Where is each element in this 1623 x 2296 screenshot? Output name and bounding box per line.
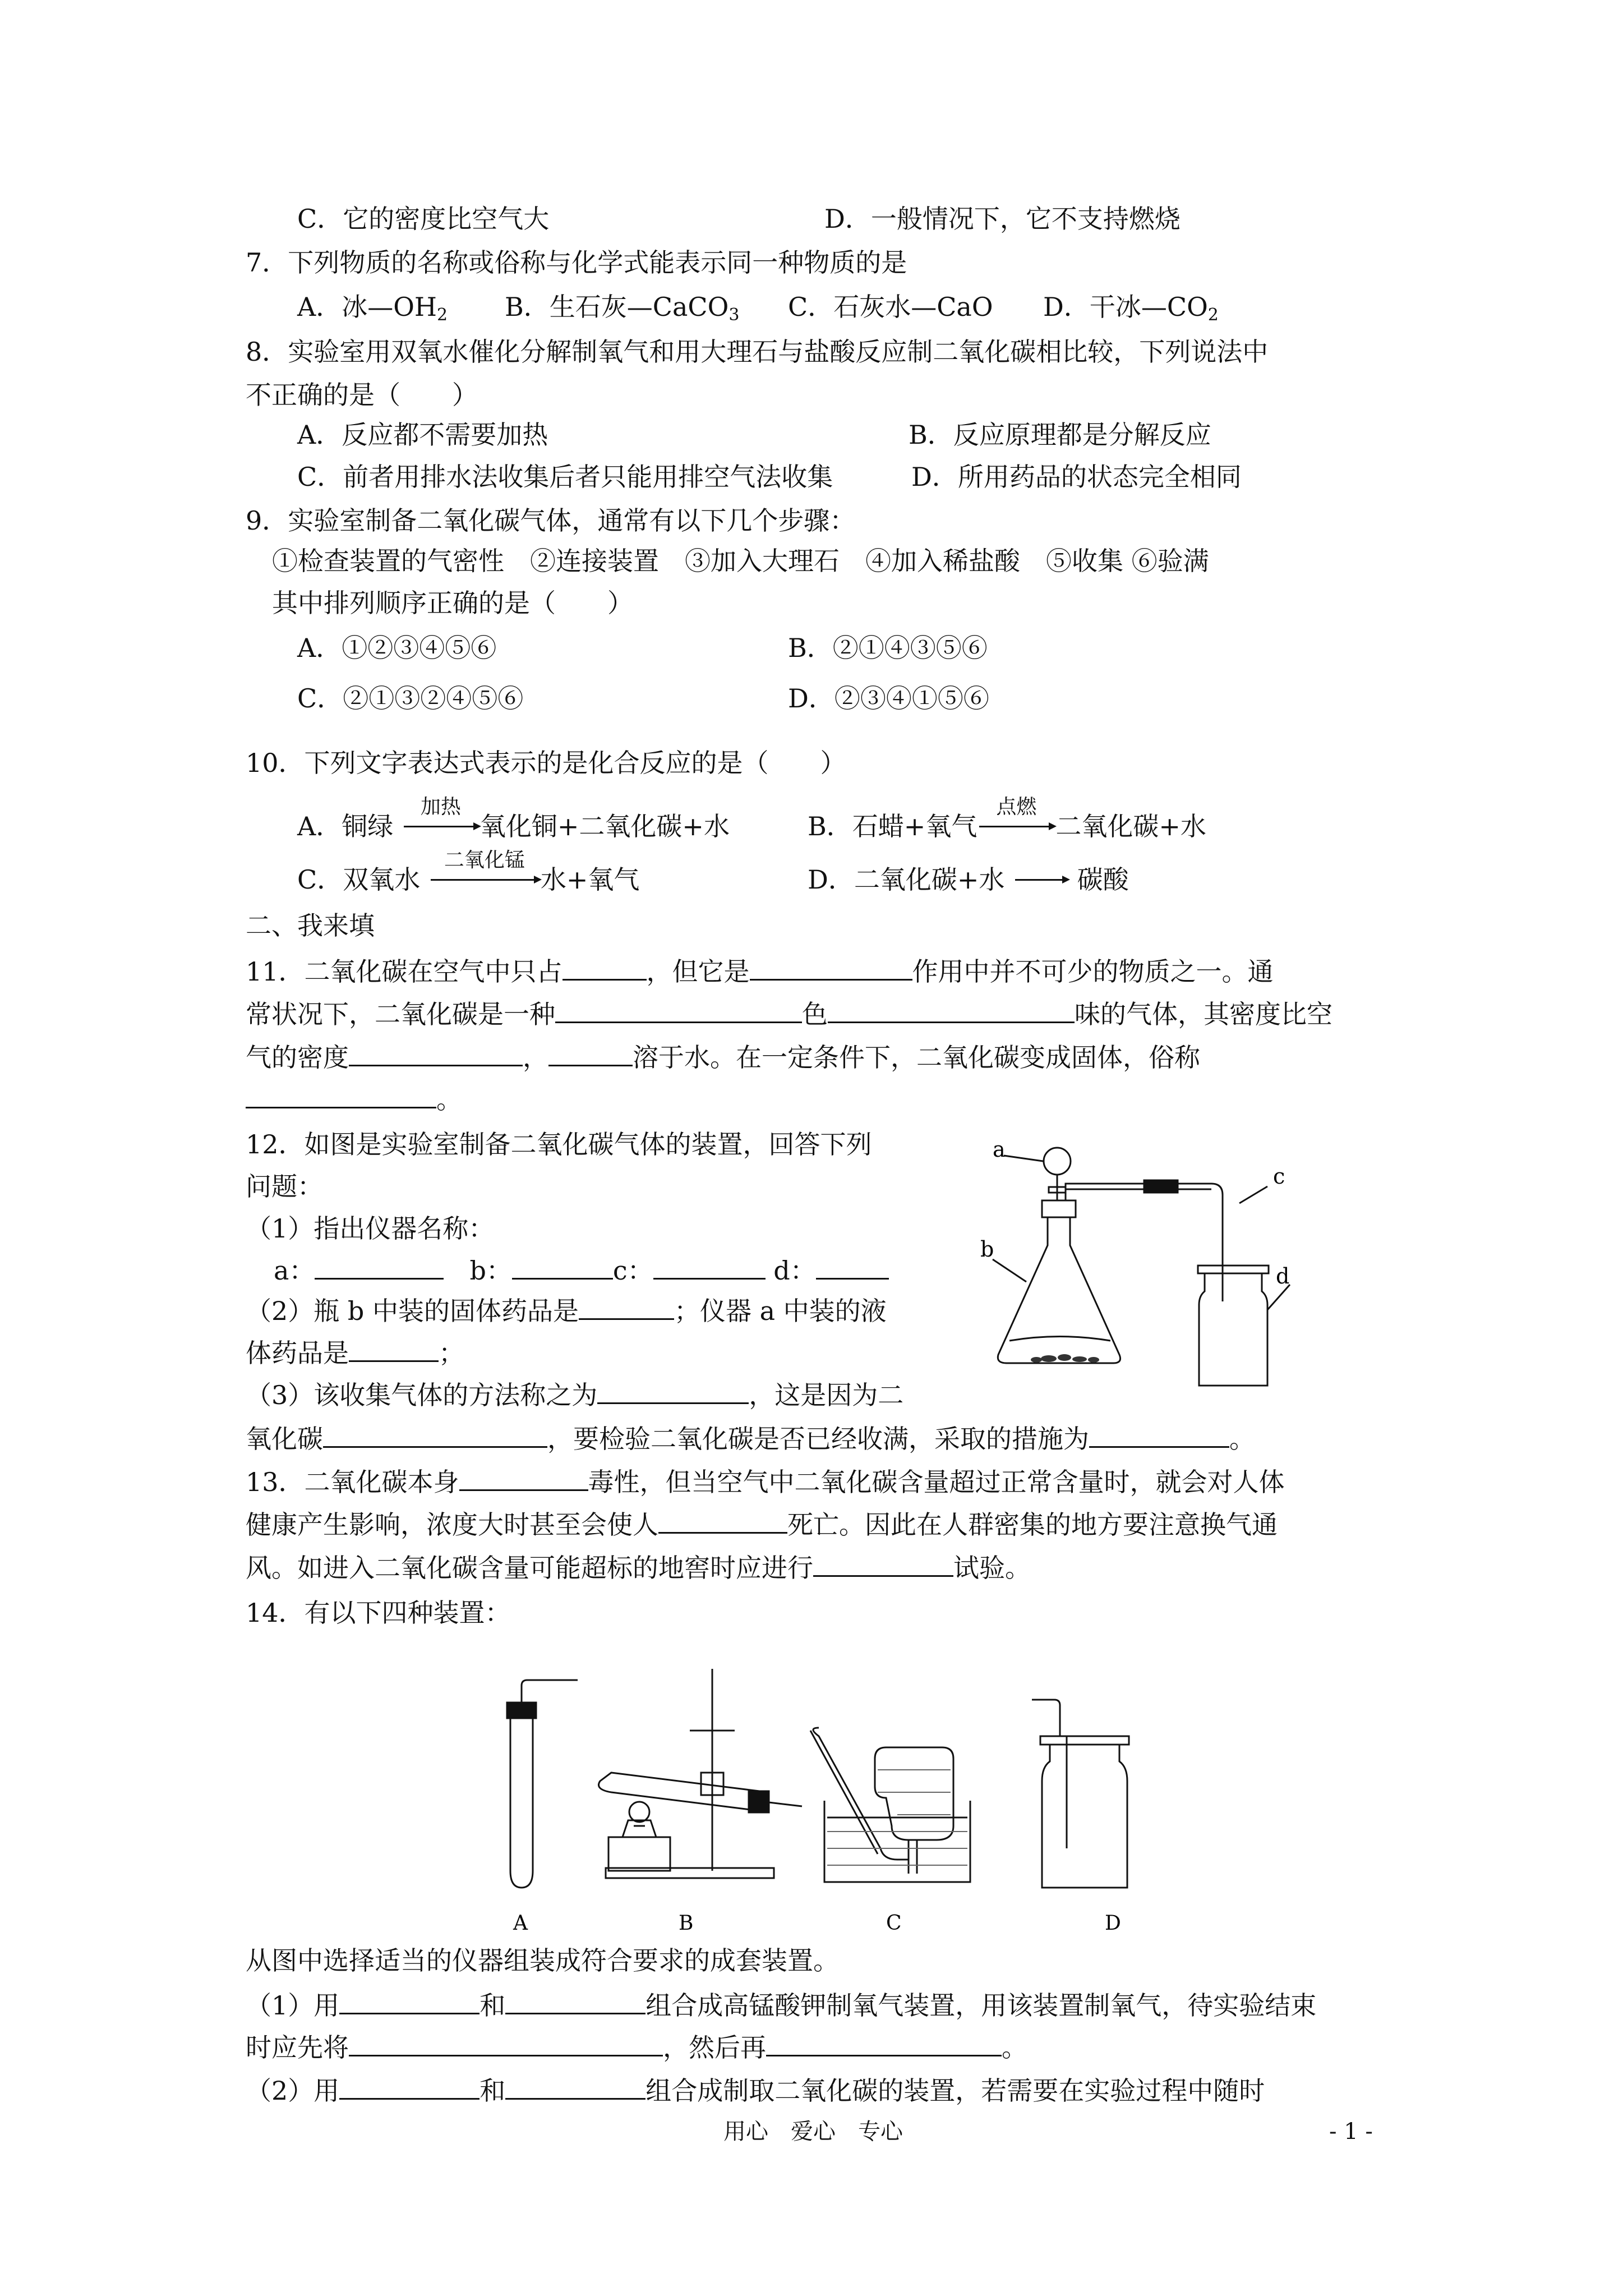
fig-label-D: D	[1105, 1912, 1121, 1935]
fig-label-d: d	[1276, 1264, 1290, 1289]
reaction-condition: 加热	[420, 795, 461, 818]
fig-label-A: A	[513, 1912, 528, 1935]
q14-line2: 时应先将 ，然后再 。	[246, 2032, 1027, 2063]
q9-option-a: A．①②③④⑤⑥	[297, 633, 497, 663]
footer-center: 用心 爱心 专心	[723, 2119, 903, 2145]
q10-option-c: C．双氧水 二氧化锰 水+氧气	[297, 863, 639, 896]
q12-line5: （2）瓶 b 中装的固体药品是 ；仪器 a 中装的液	[246, 1296, 887, 1326]
q10-option-a: A．铜绿 加热 氧化铜+二氧化碳+水	[297, 809, 730, 843]
q12-line6: 体药品是 ；	[246, 1338, 464, 1368]
q12-line4: a： b： c： d：	[274, 1254, 889, 1287]
q13-line3: 风。如进入二氧化碳含量可能超标的地窖时应进行 试验。	[246, 1553, 1031, 1583]
q12-line7: （3）该收集气体的方法称之为 ，这是因为二	[246, 1380, 904, 1410]
fig-label-B: B	[679, 1912, 694, 1935]
q9-option-d: D．②③④①⑤⑥	[788, 683, 989, 714]
q13-line2: 健康产生影响，浓度大时甚至会使人 死亡。因此在人群密集的地方要注意换气通	[246, 1510, 1278, 1540]
q11-line1: 11．二氧化碳在空气中只占 ，但它是 作用中并不可少的物质之一。通	[246, 956, 1274, 987]
q6-option-d: D．一般情况下，它不支持燃烧	[824, 204, 1181, 234]
q12-line8: 氧化碳 ，要检验二氧化碳是否已经收满，采取的措施为 。	[246, 1424, 1255, 1454]
q9-option-b: B．②①④③⑤⑥	[788, 633, 988, 663]
reaction-condition: 点燃	[996, 795, 1037, 818]
reaction-arrow	[402, 795, 480, 843]
reaction-arrow	[428, 849, 541, 896]
q13-line1: 13．二氧化碳本身 毒性，但当空气中二氧化碳含量超过正常含量时，就会对人体	[246, 1467, 1285, 1497]
q6-option-c: C．它的密度比空气大	[297, 204, 550, 234]
q12-line2: 问题：	[246, 1171, 323, 1202]
q12-line1: 12．如图是实验室制备二氧化碳气体的装置，回答下列	[246, 1129, 872, 1159]
q9-stem: 9．实验室制备二氧化碳气体，通常有以下几个步骤：	[246, 505, 856, 536]
q11-line3: 气的密度 ， 溶于水。在一定条件下，二氧化碳变成固体，俗称	[246, 1042, 1200, 1073]
fig-label-c: c	[1273, 1164, 1285, 1189]
q9-steps: ①检查装置的气密性 ②连接装置 ③加入大理石 ④加入稀盐酸 ⑤收集 ⑥验满	[272, 546, 1209, 576]
section-heading: 二、我来填	[246, 910, 375, 941]
q14-line3: （2）用 和 组合成制取二氧化碳的装置，若需要在实验过程中随时	[246, 2076, 1265, 2106]
q8-option-b: B．反应原理都是分解反应	[909, 420, 1211, 450]
fig-label-C: C	[886, 1912, 902, 1935]
reaction-condition: 二氧化锰	[444, 849, 525, 872]
q8-option-d: D．所用药品的状态完全相同	[911, 462, 1242, 492]
q7-option-b: B．生石灰—CaCO$_3$	[505, 292, 740, 325]
q8-stem-line2: 不正确的是（ ）	[246, 380, 478, 410]
q10-stem: 10．下列文字表达式表示的是化合反应的是（ ）	[246, 748, 846, 778]
q11-line4: 。	[246, 1083, 462, 1116]
q10-option-d: D．二氧化碳+水 碳酸	[808, 863, 1129, 896]
q7-stem: 7．下列物质的名称或俗称与化学式能表示同一种物质的是	[246, 247, 907, 278]
q9-option-c: C．②①③②④⑤⑥	[297, 683, 524, 714]
q14-line1: （1）用 和 组合成高锰酸钾制氧气装置，用该装置制氧气，待实验结束	[246, 1990, 1317, 2021]
q7-option-d: D．干冰$—CO_2$	[1043, 292, 1219, 325]
q8-option-a: A．反应都不需要加热	[297, 420, 548, 450]
q8-stem-line1: 8．实验室用双氧水催化分解制氧气和用大理石与盐酸反应制二氧化碳相比较，下列说法中	[246, 337, 1269, 367]
q14-stem: 14．有以下四种装置：	[246, 1598, 511, 1628]
page-number: - 1 -	[1329, 2119, 1373, 2145]
q11-line2: 常状况下，二氧化碳是一种 色 味的气体，其密度比空	[246, 999, 1332, 1029]
reaction-arrow	[1013, 863, 1069, 896]
q7-option-a: A．冰$—OH_2$	[297, 292, 448, 325]
reaction-arrow	[977, 795, 1055, 843]
q9-ask: 其中排列顺序正确的是（ ）	[272, 588, 633, 618]
fig-label-a: a	[993, 1139, 1006, 1162]
q10-option-b: B．石蜡+氧气 点燃 二氧化碳+水	[808, 809, 1206, 843]
q14-choose: 从图中选择适当的仪器组装成符合要求的成套装置。	[246, 1945, 839, 1976]
q7-option-c: C．石灰水—CaO	[788, 292, 993, 322]
four-apparatus-figure	[482, 1646, 1155, 1938]
fig-label-b: b	[980, 1237, 994, 1262]
co2-apparatus-figure	[976, 1139, 1312, 1397]
q12-line3: （1）指出仪器名称：	[246, 1213, 495, 1244]
q8-option-c: C．前者用排水法收集后者只能用排空气法收集	[297, 462, 833, 492]
